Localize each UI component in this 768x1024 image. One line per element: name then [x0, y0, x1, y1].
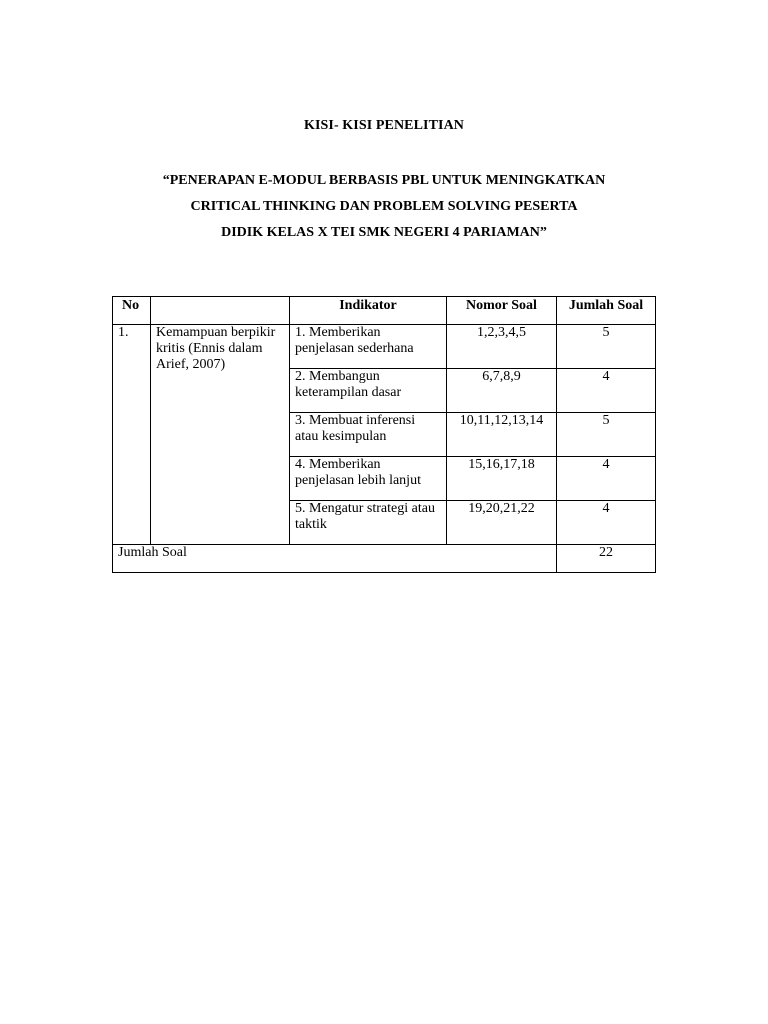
- kisi-kisi-table: [112, 296, 656, 573]
- nomor-soal-cell: 10,11,12,13,14: [447, 413, 557, 457]
- subtitle-line-3: DIDIK KELAS X TEI SMK NEGERI 4 PARIAMAN”: [221, 225, 547, 240]
- jumlah-soal-cell: 4: [557, 369, 656, 413]
- header-nomor-soal: Nomor Soal: [447, 297, 557, 325]
- jumlah-soal-cell: 5: [557, 325, 656, 369]
- jumlah-soal-cell: 5: [557, 413, 656, 457]
- table-total-row: [113, 545, 656, 573]
- header-kemampuan: [151, 297, 290, 325]
- indikator-cell: 5. Mengatur strategi atau taktik: [290, 501, 447, 545]
- subtitle-line-2: CRITICAL THINKING DAN PROBLEM SOLVING PESERTA: [190, 199, 578, 214]
- subtitle-line-1: “PENERAPAN E-MODUL BERBASIS PBL UNTUK MENINGKATKAN: [162, 173, 606, 188]
- nomor-soal-cell: 19,20,21,22: [447, 501, 557, 545]
- indikator-cell: 1. Memberikan penjelasan sederhana: [290, 325, 447, 369]
- header-indikator: Indikator: [290, 297, 447, 325]
- jumlah-soal-cell: 4: [557, 457, 656, 501]
- nomor-soal-cell: 1,2,3,4,5: [447, 325, 557, 369]
- indikator-cell: 2. Membangun keterampilan dasar: [290, 369, 447, 413]
- group-kemampuan: Kemampuan berpikir kritis (Ennis dalam Arief, 2007): [151, 325, 290, 545]
- header-no: No: [113, 297, 151, 325]
- table-row: [113, 325, 656, 369]
- nomor-soal-cell: 15,16,17,18: [447, 457, 557, 501]
- indikator-cell: 3. Membuat inferensi atau kesimpulan: [290, 413, 447, 457]
- table-header-row: [113, 297, 656, 325]
- group-number: 1.: [113, 325, 151, 545]
- document-title: KISI- KISI PENELITIAN: [303, 118, 465, 133]
- total-label: Jumlah Soal: [113, 545, 557, 573]
- jumlah-soal-cell: 4: [557, 501, 656, 545]
- nomor-soal-cell: 6,7,8,9: [447, 369, 557, 413]
- total-value: 22: [557, 545, 656, 573]
- document-subtitle: [100, 168, 668, 246]
- header-jumlah-soal: Jumlah Soal: [557, 297, 656, 325]
- indikator-cell: 4. Memberikan penjelasan lebih lanjut: [290, 457, 447, 501]
